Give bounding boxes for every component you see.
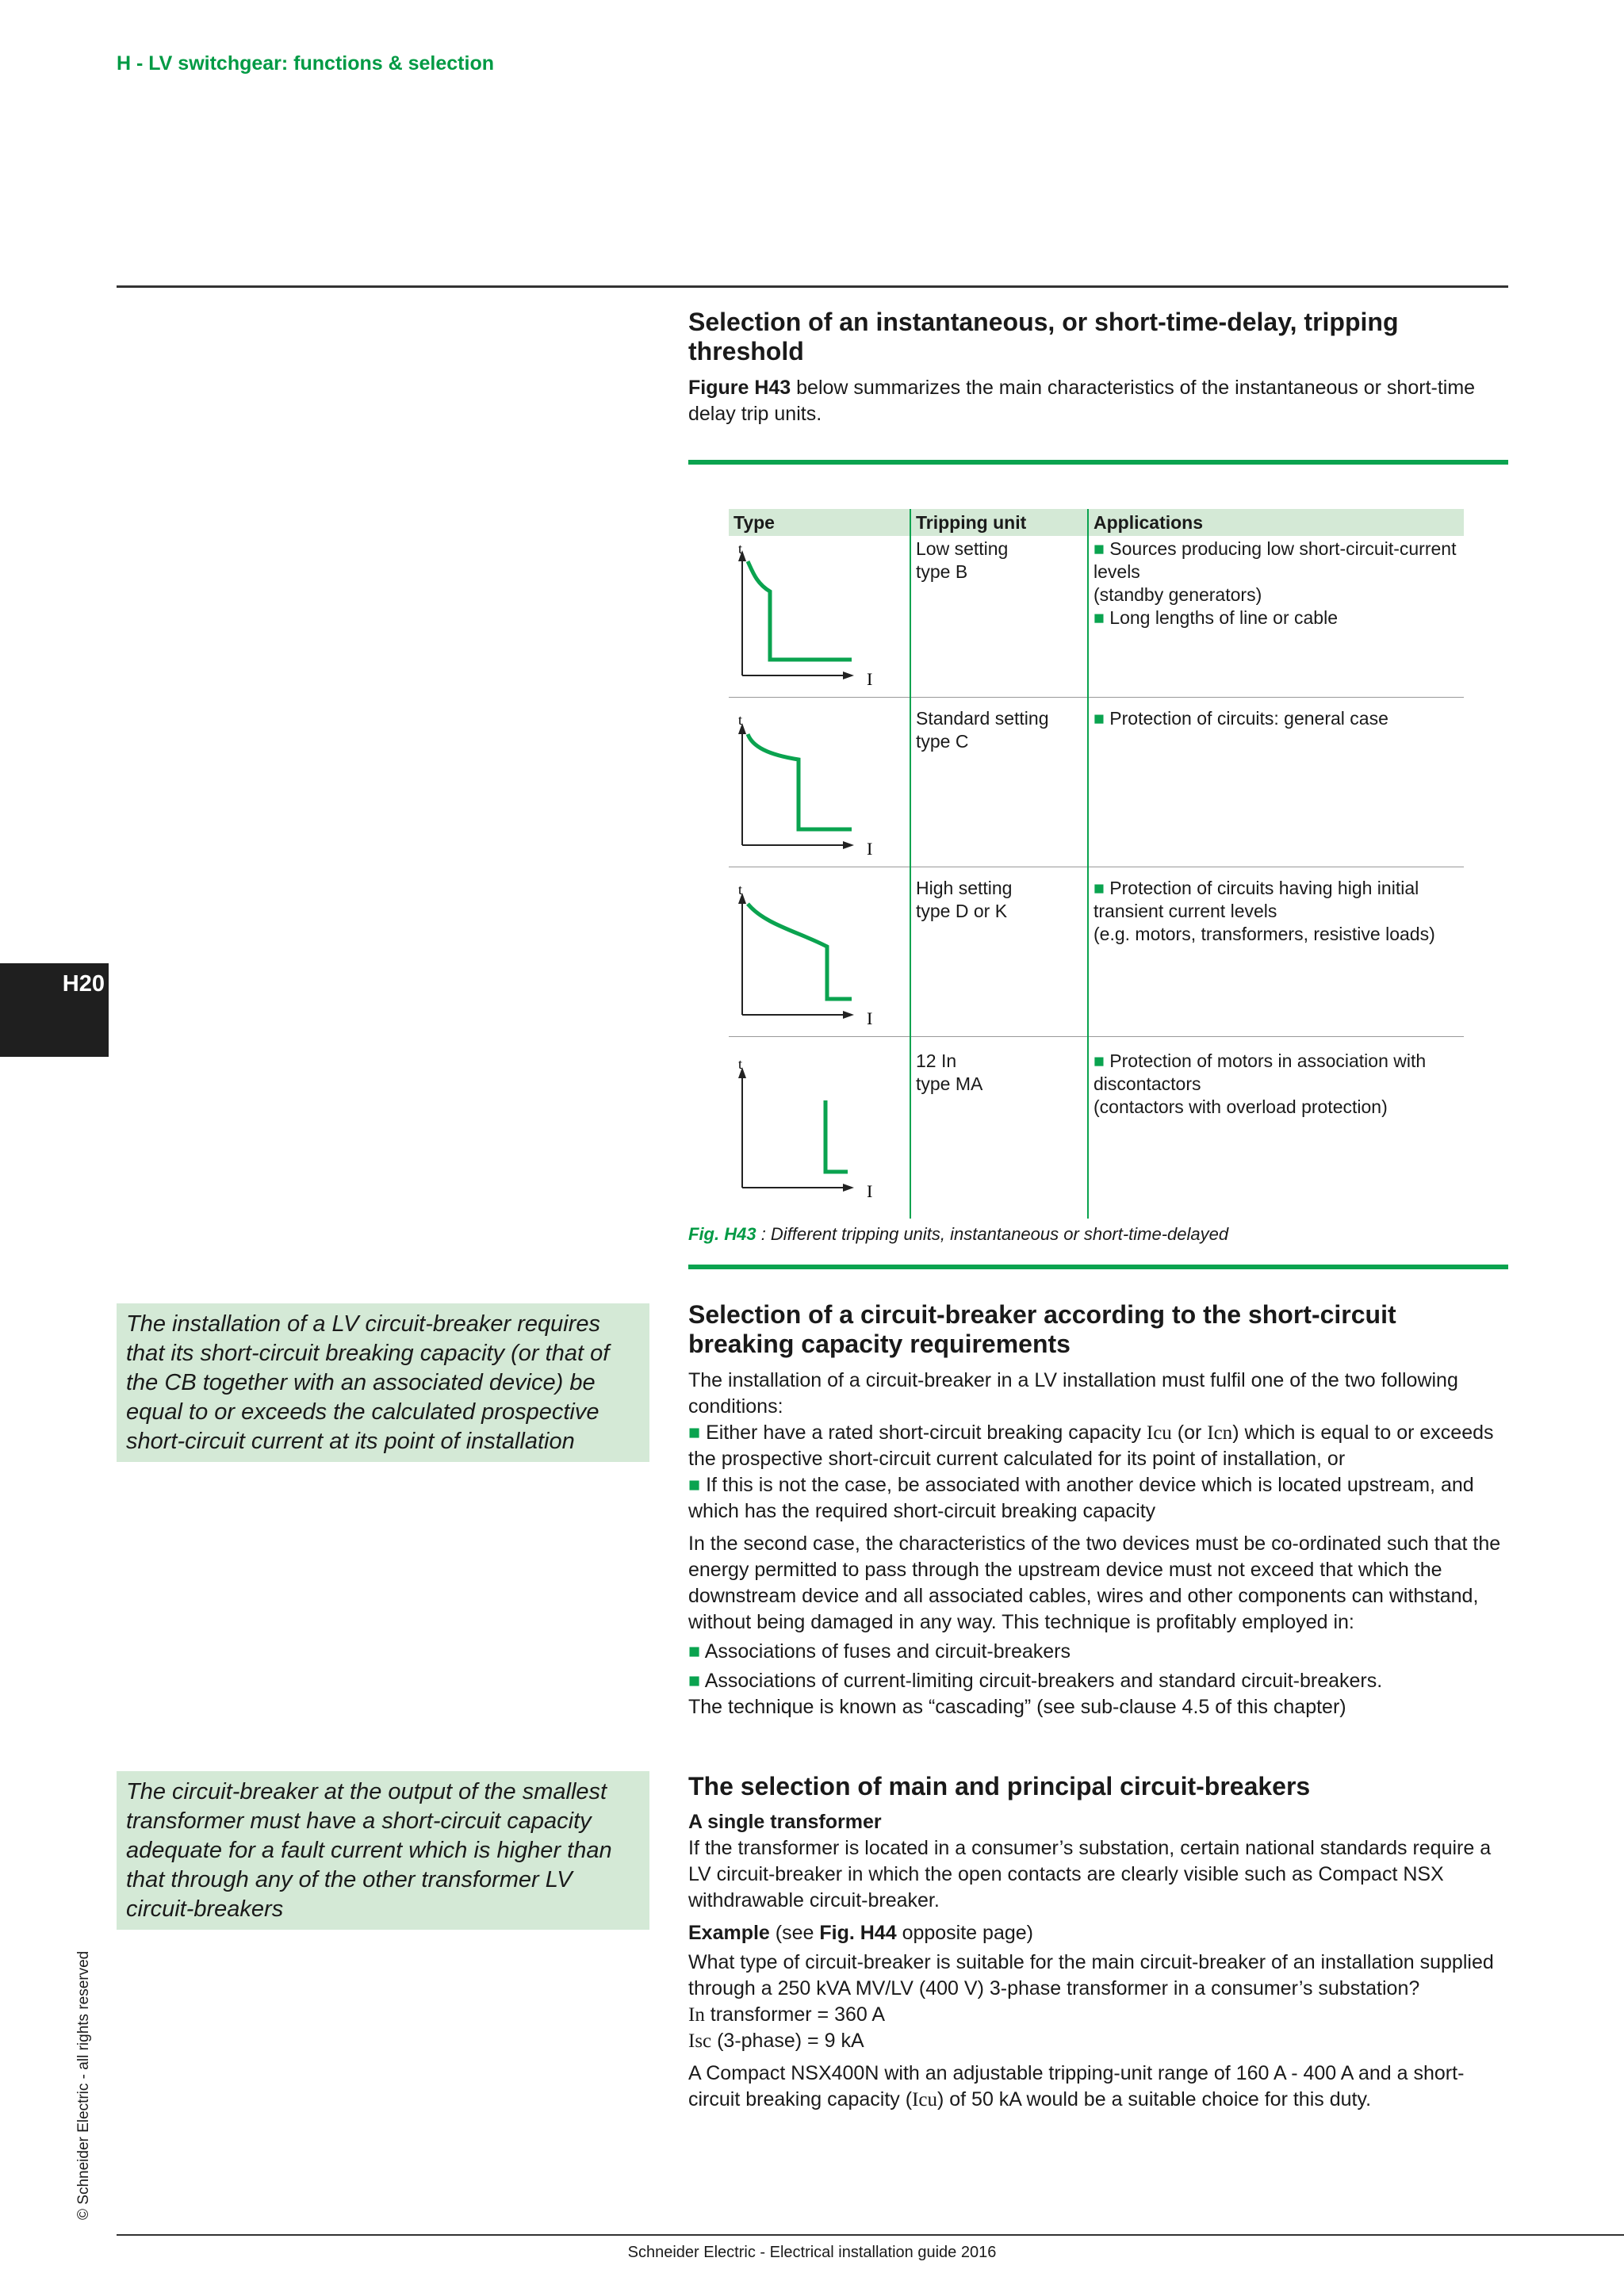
type-d-curve-cell (729, 867, 910, 1037)
table-row (729, 867, 1464, 1037)
axis-t-label: t (738, 882, 743, 897)
type-d-curve-graph (729, 867, 910, 1031)
table-row (729, 698, 1464, 867)
bullet-icon: ■ (1094, 538, 1105, 559)
section3-subheading: A single transformer (688, 1811, 882, 1833)
section3-p2: What type of circuit-breaker is suitable for the main circuit-breaker of an installation supplied through a 250 kVA MV/LV (400 V) 3-phase transformer in a consumer’s substation? (688, 1951, 1494, 1999)
axis-i-label: I (867, 1008, 873, 1028)
section3-p3: A Compact NSX400N with an adjustable tripping-unit range of 160 A - 400 A and a short-circuit breaking capacity (Icu) of 50 kA would be a suitable choice for this duty. (688, 2062, 1465, 2110)
section3-example: Example (see Fig. H44 opposite page) (688, 1922, 1033, 1944)
axis-t-label: t (738, 712, 743, 728)
section2-p2: In the second case, the characteristics of the two devices must be co-ordinated such that the energy permitted to pass through the upstream device must not exceed that which the downstream device and all associated cables, wires and other components can withstand, without being damaged in any way. This technique is profitably employed in: (688, 1533, 1501, 1633)
sidenote-smallest-transformer: The circuit-breaker at the output of the smallest transformer must have a short-circuit capacity adequate for a fault current which is higher than that through any of the other transformer LV circuit-breakers (117, 1771, 649, 1930)
sidenote-breaking-capacity: The installation of a LV circuit-breaker requires that its short-circuit breaking capacity (or that of the CB together with an associated device) be equal to or exceeds the calculated prospective short-circuit current at its point of installation (117, 1303, 649, 1462)
figure-ref: Figure H43 (688, 377, 791, 399)
footer-text: Schneider Electric - Electrical installation guide 2016 (627, 2244, 997, 2261)
bullet-icon: ■ (1094, 708, 1105, 729)
figure-caption (688, 1224, 1228, 1245)
tripping-units-table (729, 509, 1464, 1219)
type-b-curve-cell (729, 536, 910, 698)
section2-bullet1: ■ Either have a rated short-circuit breaking capacity Icu (or Icn) which is equal to or exceeds the prospective short-circuit current calculated for its point of installation, or (688, 1422, 1494, 1470)
header-applications: Applications (1088, 509, 1464, 536)
applications-cell: ■ Protection of circuits: general case (1088, 698, 1464, 867)
table-header-row (729, 509, 1464, 536)
bullet-icon: ■ (1094, 1050, 1105, 1071)
section3-isc: Isc (3-phase) = 9 kA (688, 2030, 864, 2052)
applications-cell: ■ Protection of circuits having high initial transient current levels (e.g. motors, transformers, resistive loads) (1088, 867, 1464, 1037)
applications-cell: ■ Protection of motors in association with discontactors (contactors with overload protection) (1088, 1037, 1464, 1219)
table-row (729, 536, 1464, 698)
axis-t-label: t (738, 541, 743, 557)
section3-heading: The selection of main and principal circuit-breakers (688, 1772, 1311, 1800)
green-rule-top (688, 460, 1508, 465)
table-row (729, 1037, 1464, 1219)
section3-p1: If the transformer is located in a consumer’s substation, certain national standards require a LV circuit-breaker in which the open contacts are clearly visible such as Compact NSX withdrawable circuit-breaker. (688, 1837, 1492, 1911)
type-b-curve-graph (729, 536, 910, 691)
bullet-icon: ■ (1094, 878, 1105, 898)
section1-heading: Selection of an instantaneous, or short-time-delay, tripping threshold (688, 308, 1399, 365)
tripping-unit-cell: 12 In type MA (910, 1037, 1088, 1219)
type-ma-curve-graph (729, 1037, 910, 1213)
caption-text: : Different tripping units, instantaneous or short-time-delayed (756, 1224, 1229, 1244)
tripping-unit-cell: High setting type D or K (910, 867, 1088, 1037)
intro-text: below summarizes the main characteristics of the instantaneous or short-time delay trip units. (688, 377, 1476, 425)
section2-bullet3: ■ Associations of fuses and circuit-breakers (688, 1640, 1071, 1663)
section2-p3: The technique is known as “cascading” (see sub-clause 4.5 of this chapter) (688, 1696, 1346, 1718)
bullet-icon: ■ (688, 1640, 701, 1663)
section1-intro (688, 375, 1481, 427)
applications-cell: ■ Sources producing low short-circuit-current levels (standby generators) ■ Long lengths of line or cable (1088, 536, 1464, 698)
axis-i-label: I (867, 1181, 873, 1201)
header-type: Type (729, 509, 910, 536)
tripping-unit-cell: Low setting type B (910, 536, 1088, 698)
section3-body (688, 1809, 1513, 2113)
copyright-notice: © Schneider Electric - all rights reserved (75, 1950, 92, 2220)
type-ma-curve-cell (729, 1037, 910, 1219)
type-c-curve-graph (729, 698, 910, 861)
section2-p1: The installation of a circuit-breaker in a LV installation must fulfil one of the two following conditions: (688, 1369, 1458, 1418)
header-tripping-unit: Tripping unit (910, 509, 1088, 536)
footer-rule (117, 2234, 1624, 2236)
section3-in: In transformer = 360 A (688, 2003, 886, 2026)
green-rule-bottom (688, 1265, 1508, 1269)
section2-body (688, 1368, 1513, 1720)
axis-i-label: I (867, 669, 873, 689)
section2-heading: Selection of a circuit-breaker according to the short-circuit breaking capacity requirements (688, 1300, 1396, 1358)
section2-bullet4: ■ Associations of current-limiting circuit-breakers and standard circuit-breakers. (688, 1670, 1383, 1692)
bullet-icon: ■ (688, 1422, 701, 1444)
caption-fig-ref: Fig. H43 (688, 1224, 756, 1244)
header-title: H - LV switchgear: functions & selection (117, 52, 494, 75)
bullet-icon: ■ (688, 1670, 701, 1692)
bullet-icon: ■ (688, 1474, 701, 1496)
type-c-curve-cell (729, 698, 910, 867)
axis-i-label: I (867, 839, 873, 859)
top-rule (117, 285, 1508, 288)
bullet-icon: ■ (1094, 607, 1105, 628)
tripping-unit-cell: Standard setting type C (910, 698, 1088, 867)
axis-t-label: t (738, 1056, 743, 1072)
section2-bullet2: ■ If this is not the case, be associated with another device which is located upstream, and which has the required short-circuit breaking capacity (688, 1474, 1474, 1522)
page-tab: H20 (0, 963, 109, 1057)
